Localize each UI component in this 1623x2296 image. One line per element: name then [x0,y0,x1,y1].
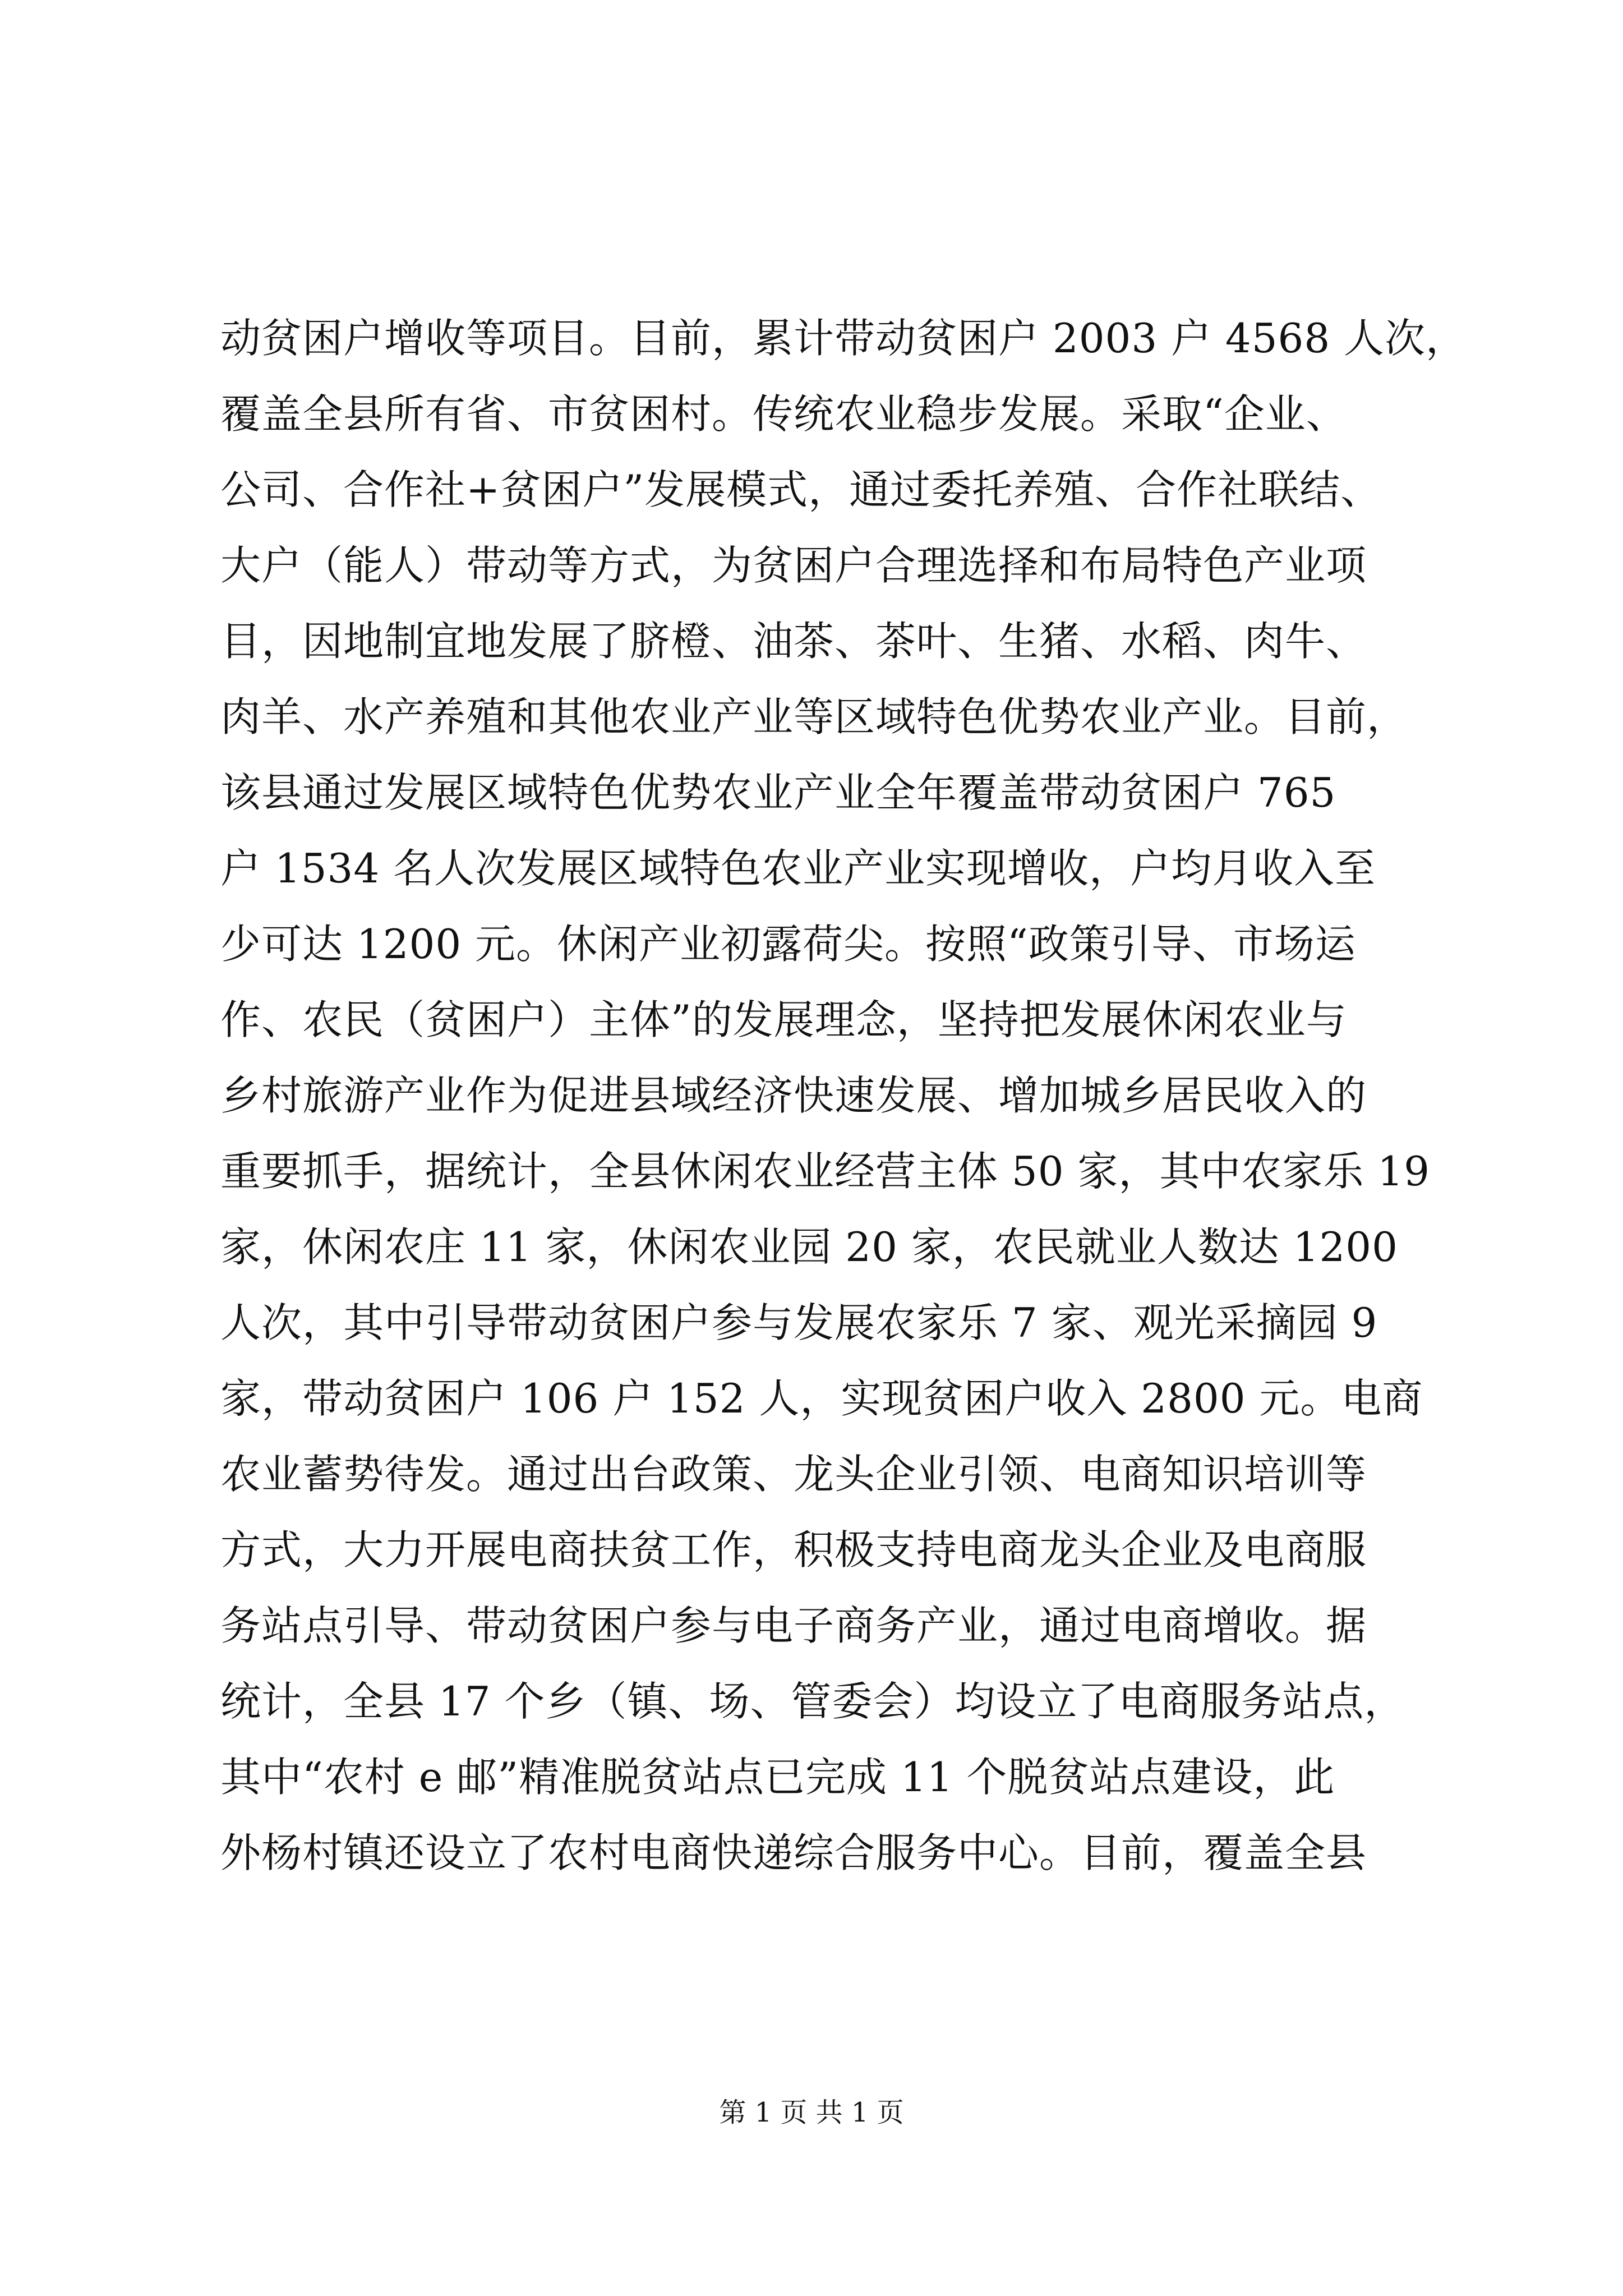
text-line: 公司、合作社+贫困户”发展模式，通过委托养殖、合作社联结、 [220,466,1382,513]
text-line: 家，带动贫困户 106 户 152 人，实现贫困户收入 2800 元。电商 [220,1375,1423,1422]
text-line: 动贫困户增收等项目。目前，累计带动贫困户 2003 户 4568 人次， [220,315,1467,362]
body-text [220,301,1467,1891]
text-line: 覆盖全县所有省、市贫困村。传统农业稳步发展。采取“企业、 [220,390,1347,438]
text-line: 人次，其中引导带动贫困户参与发展农家乐 7 家、观光采摘园 9 [220,1299,1378,1346]
text-line: 目，因地制宜地发展了脐橙、油茶、茶叶、生猪、水稻、肉牛、 [220,618,1367,665]
text-line: 家，休闲农庄 11 家，休闲农业园 20 家，农民就业人数达 1200 [220,1223,1398,1271]
text-line: 务站点引导、带动贫困户参与电子商务产业，通过电商增收。据 [220,1602,1367,1649]
page-footer: 第 1 页 共 1 页 [719,2097,904,2128]
text-line: 户 1534 名人次发展区域特色农业产业实现增收，户均月收入至 [220,845,1376,892]
text-line: 外杨村镇还设立了农村电商快递综合服务中心。目前，覆盖全县 [220,1829,1367,1876]
text-line: 农业蓄势待发。通过出台政策、龙头企业引领、电商知识培训等 [220,1451,1367,1498]
text-line: 该县通过发展区域特色优势农业产业全年覆盖带动贫困户 765 [220,769,1336,816]
text-line: 方式，大力开展电商扶贫工作，积极支持电商龙头企业及电商服 [220,1526,1367,1573]
text-line: 作、农民（贫困户）主体”的发展理念，坚持把发展休闲农业与 [220,996,1347,1043]
text-line: 肉羊、水产养殖和其他农业产业等区域特色优势农业产业。目前， [220,693,1408,740]
text-line: 少可达 1200 元。休闲产业初露荷尖。按照“政策引导、市场运 [220,921,1356,968]
text-line: 重要抓手，据统计，全县休闲农业经营主体 50 家，其中农家乐 19 [220,1148,1430,1195]
text-line: 大户（能人）带动等方式，为贫困户合理选择和布局特色产业项 [220,542,1367,589]
text-line: 乡村旅游产业作为促进县域经济快速发展、增加城乡居民收入的 [220,1072,1367,1119]
text-line: 其中“农村 e 邮”精准脱贫站点已完成 11 个脱贫站点建设，此 [220,1754,1335,1801]
text-line: 统计，全县 17 个乡（镇、场、管委会）均设立了电商服务站点， [220,1678,1405,1725]
